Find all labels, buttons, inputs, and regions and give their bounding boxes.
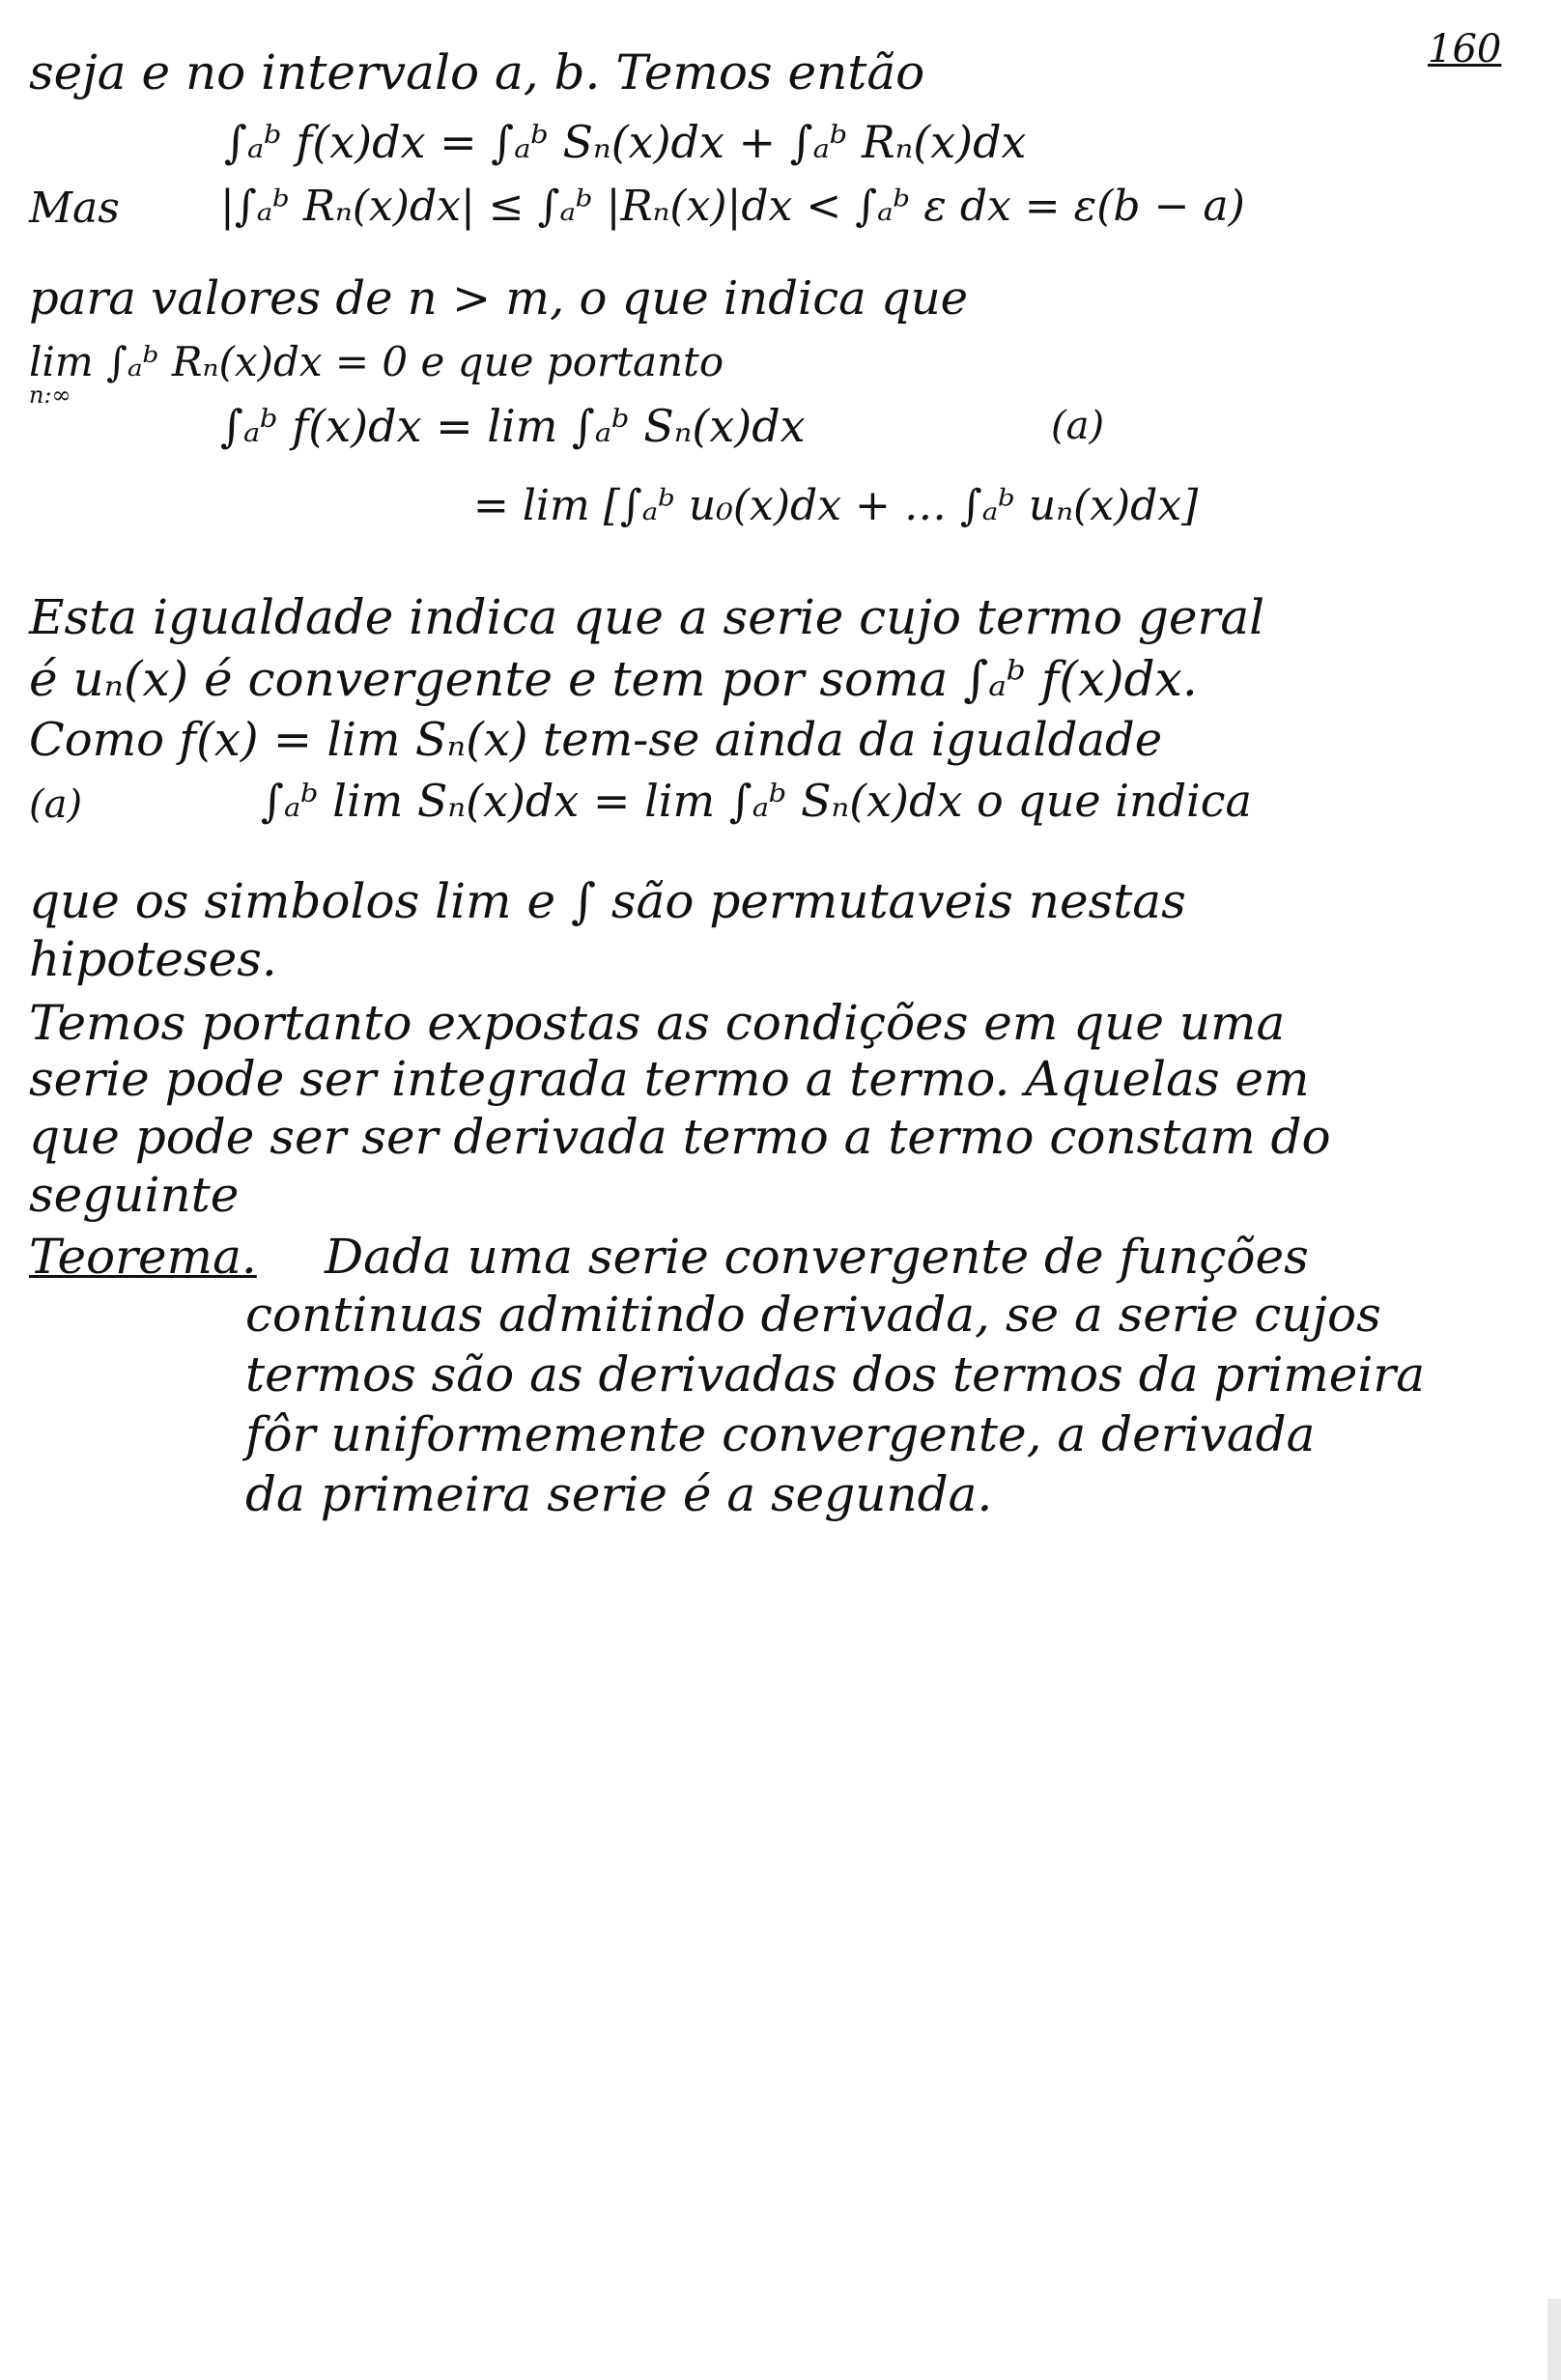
text-line-temos: Temos portanto expostas as condições em que uma xyxy=(29,995,1286,1051)
text-line-igualdade: Esta igualdade indica que a serie cujo termo geral xyxy=(29,589,1265,645)
text-line-1: seja e no intervalo a, b. Temos então xyxy=(29,44,925,100)
text-line-simbolos: que os simbolos lim e ∫ são permutaveis nestas xyxy=(29,873,1186,929)
label-mas: Mas xyxy=(29,184,120,233)
limit-subscript: n:∞ xyxy=(29,382,71,409)
reference-label-a: (a) xyxy=(29,782,83,827)
equation-integral-split: ∫ₐᵇ f(x)dx = ∫ₐᵇ Sₙ(x)dx + ∫ₐᵇ Rₙ(x)dx xyxy=(224,116,1027,168)
equation-remainder-bound: |∫ₐᵇ Rₙ(x)dx| ≤ ∫ₐᵇ |Rₙ(x)|dx < ∫ₐᵇ ε dx = ε(b − a) xyxy=(220,182,1245,231)
theorem-line-2: continuas admitindo derivada, se a serie cujos xyxy=(245,1287,1381,1343)
text-line-hipoteses: hipoteses. xyxy=(29,931,277,987)
equation-limit-interchange: ∫ₐᵇ lim Sₙ(x)dx = lim ∫ₐᵇ Sₙ(x)dx o que indica xyxy=(261,775,1252,827)
text-line-seguinte: seguinte xyxy=(29,1167,240,1223)
equation-limit-integral: ∫ₐᵇ f(x)dx = lim ∫ₐᵇ Sₙ(x)dx xyxy=(220,400,806,452)
equation-series-sum: = lim [∫ₐᵇ u₀(x)dx + … ∫ₐᵇ uₙ(x)dx] xyxy=(473,481,1199,530)
text-line-convergente: é uₙ(x) é convergente e tem por soma ∫ₐᵇ f(x)dx. xyxy=(29,651,1198,707)
text-line-como: Como f(x) = lim Sₙ(x) tem-se ainda da igualdade xyxy=(29,713,1163,767)
theorem-line-3: termos são as derivadas dos termos da primeira xyxy=(245,1346,1426,1402)
scan-edge-shadow xyxy=(1547,2299,1561,2380)
theorem-line-5: da primeira serie é a segunda. xyxy=(245,1466,993,1522)
page-number: 160 xyxy=(1428,27,1502,71)
text-line-derivada: que pode ser ser derivada termo a termo constam do xyxy=(29,1109,1331,1165)
text-line-integrada: serie pode ser integrada termo a termo. Aquelas em xyxy=(29,1051,1310,1107)
equation-limit-zero: lim ∫ₐᵇ Rₙ(x)dx = 0 e que portanto xyxy=(29,338,724,385)
text-line-values: para valores de n > m, o que indica que xyxy=(29,271,969,326)
theorem-line-4: fôr uniformemente convergente, a derivada xyxy=(245,1406,1316,1462)
theorem-heading: Teorema. xyxy=(29,1229,257,1285)
theorem-line-1: Dada uma serie convergente de funções xyxy=(325,1229,1309,1285)
equation-label-a: (a) xyxy=(1051,404,1105,448)
